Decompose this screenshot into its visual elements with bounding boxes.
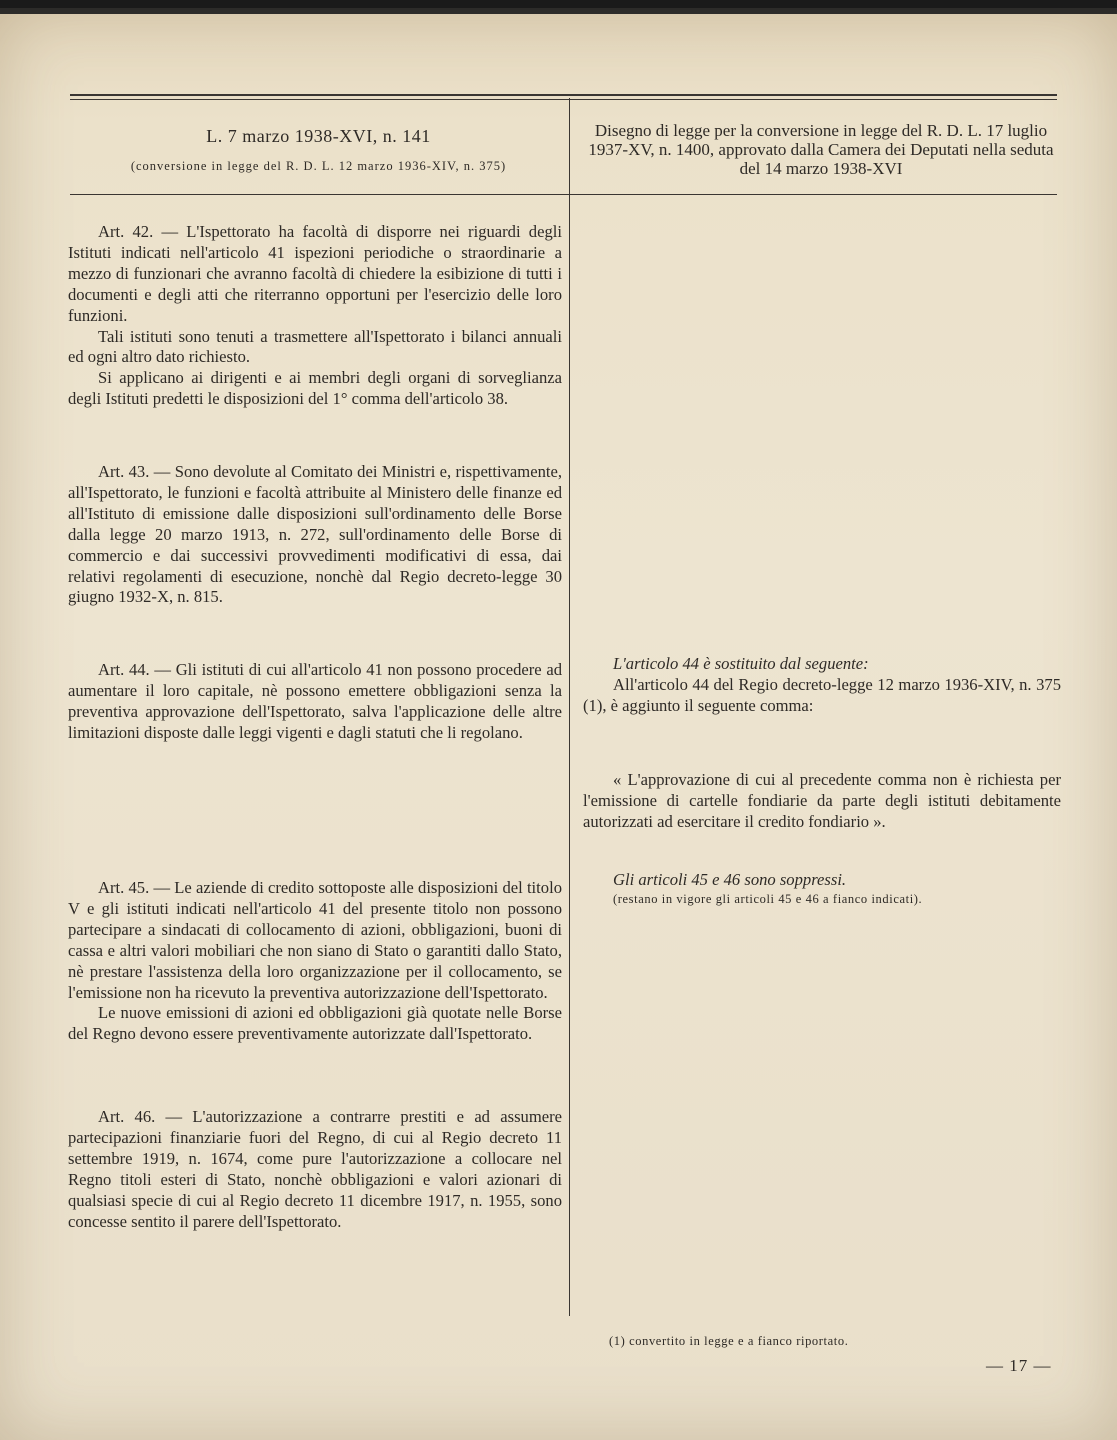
right-article-44 [583, 654, 1061, 717]
scan-top-edge [0, 8, 1117, 14]
footnote: (1) convertito in legge e a fianco riportato. [609, 1334, 849, 1348]
article-46 [68, 1107, 562, 1232]
article-44-text: Art. 44. — Gli istituti di cui all'articolo 41 non possono procedere ad aumentare il loro capitale, nè possono emettere obbligazioni senza la preventiva approvazione dell'Ispettorato, salva l'applicazione delle altre limitazioni disposte dalle leggi vigenti e dagli statuti che li regolano. [68, 660, 562, 742]
article-42-para-3: Si applicano ai dirigenti e ai membri degli organi di sorveglianza degli Istituti predetti le disposizioni del 1° comma dell'articolo 38. [68, 368, 562, 409]
left-header-title: L. 7 marzo 1938-XVI, n. 141 [206, 126, 431, 146]
article-43-text: Art. 43. — Sono devolute al Comitato dei Ministri e, rispettivamente, all'Ispettorato, le funzioni e facoltà attribuite al Ministero delle finanze ed all'Istituto di emissione dalle disposizioni sull'ordinamento delle Borse dalla legge 20 marzo 1913, n. 272, sull'ordinamento delle Borse di commercio e dai successivi provvedimenti modificativi di essa, dai relativi regolamenti di esecuzione, nonchè dal Regio decreto-legge 30 giugno 1932-X, n. 815. [68, 462, 562, 607]
right-column-header: Disegno di legge per la conversione in legge del R. D. L. 17 luglio 1937-XV, n. 1400, approvato dalla Camera dei Deputati nella seduta del 14 marzo 1938-XVI [588, 121, 1054, 178]
document-page [0, 8, 1117, 1440]
article-46-text: Art. 46. — L'autorizzazione a contrarre prestiti e ad assumere partecipazioni finanziarie fuori del Regno, di cui al Regio decreto 11 settembre 1919, n. 1674, come pure l'autorizzazione a collocare nel Regno titoli esteri di Stato, nonchè obbligazioni e valori azionari di qualsiasi specie di cui al Regio decreto 11 dicembre 1917, n. 1955, sono concesse sentito il parere dell'Ispettorato. [68, 1107, 562, 1231]
right-article-44-quote [583, 770, 1061, 833]
right-article-44-body: All'articolo 44 del Regio decreto-legge 12 marzo 1936-XIV, n. 375 (1), è aggiunto il seguente comma: [583, 674, 1061, 715]
article-44 [68, 660, 562, 744]
page-number: — 17 — [986, 1356, 1052, 1375]
left-column-header [70, 126, 567, 174]
header-top-rule [70, 94, 1057, 96]
article-42-para-1: Art. 42. — L'Ispettorato ha facoltà di disporre nei riguardi degli Istituti indicati nell'articolo 41 ispezioni periodiche o straordinarie a mezzo di funzionari che avranno facoltà di chiedere la esibizione di tutti i documenti e degli atti che riterranno opportuni per l'esercizio delle loro funzioni. [68, 222, 562, 325]
right-article-44-heading: L'articolo 44 è sostituito dal seguente: [613, 654, 869, 673]
left-header-subtitle: (conversione in legge del R. D. L. 12 marzo 1936-XIV, n. 375) [130, 159, 507, 173]
right-article-44-quote-text: « L'approvazione di cui al precedente comma non è richiesta per l'emissione di cartelle fondiarie da parte degli istituti debitamente autorizzati ad esercitare il credito fondiario ». [583, 770, 1061, 831]
header-top-rule-thin [70, 99, 1057, 100]
article-42-para-2: Tali istituti sono tenuti a trasmettere all'Ispettorato i bilanci annuali ed ogni altro dato richiesto. [68, 326, 562, 367]
article-45 [68, 878, 562, 1045]
right-articles-45-46-heading: Gli articoli 45 e 46 sono soppressi. [613, 870, 847, 889]
right-articles-45-46-note: (restano in vigore gli articoli 45 e 46 a fianco indicati). [613, 891, 923, 906]
article-45-para-1: Art. 45. — Le aziende di credito sottoposte alle disposizioni del titolo V e gli istituti indicati nell'articolo 41 del presente titolo non possono partecipare a sindacati di collocamento di azioni, obbligazioni, buoni di cassa e altri valori mobiliari che non siano di Stato o garantiti dallo Stato, nè prestare l'assistenza della loro organizzazione per il collocamento, se l'emissione non ha ricevuto la preventiva autorizzazione dell'Ispettorato. [68, 878, 562, 1002]
right-articles-45-46 [583, 870, 1061, 907]
article-45-para-2: Le nuove emissioni di azioni ed obbligazioni già quotate nelle Borse del Regno devono essere preventivamente autorizzate dall'Ispettorato. [68, 1003, 562, 1044]
article-42 [68, 222, 562, 410]
column-divider [569, 98, 570, 1316]
header-bottom-rule [70, 194, 1057, 195]
article-43 [68, 462, 562, 608]
